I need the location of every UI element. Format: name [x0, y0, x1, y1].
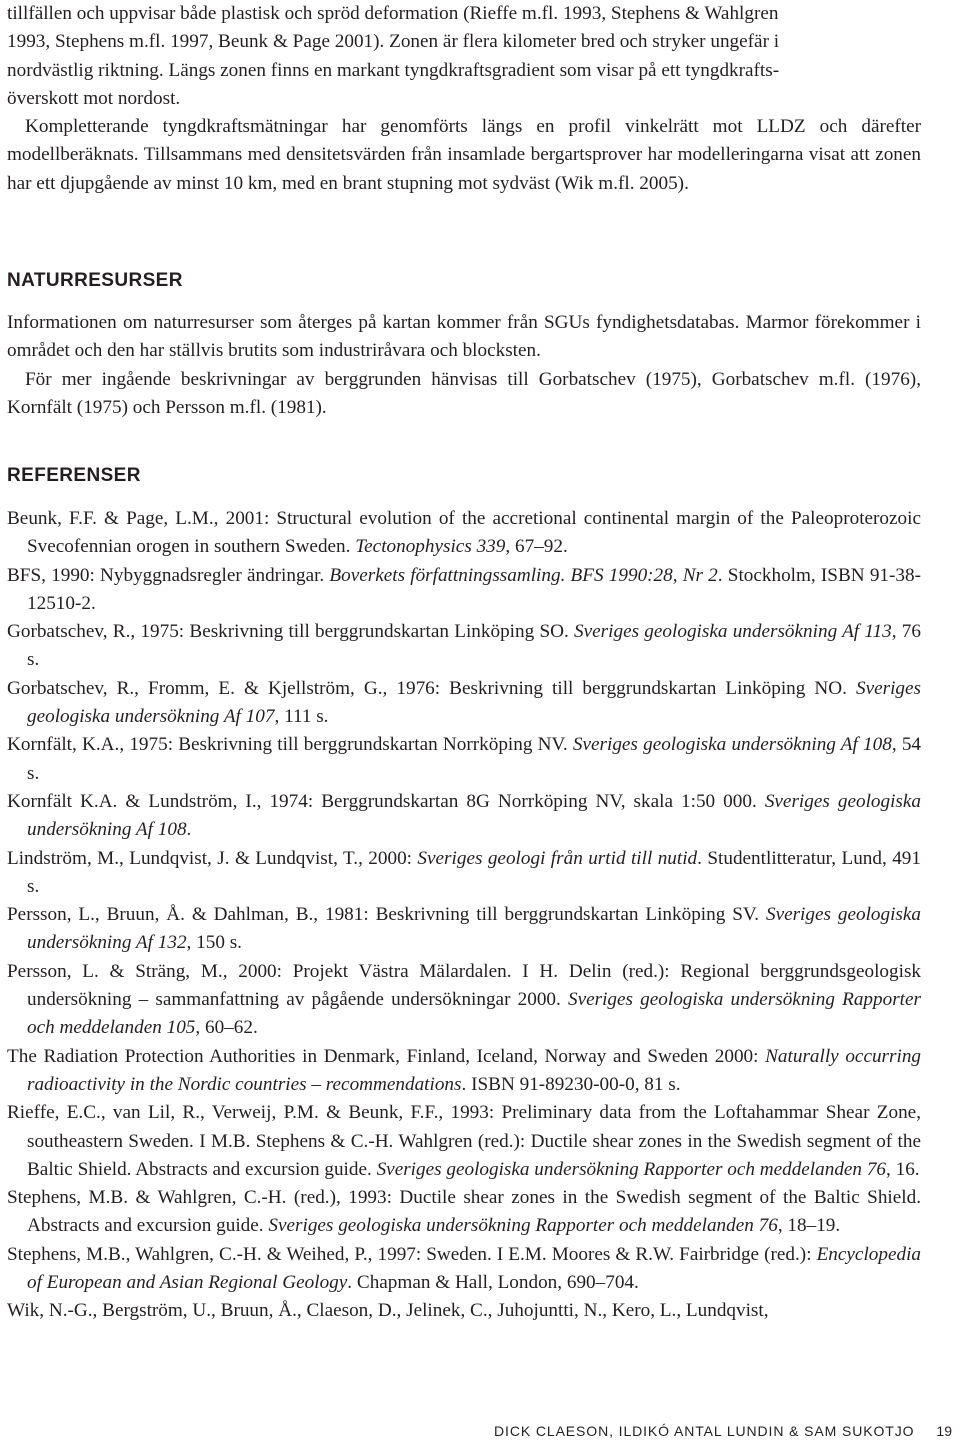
- reference-suffix: , 67–92.: [505, 536, 568, 558]
- naturresurser-paragraph: För mer ingående beskrivningar av berggrunden hänvisas till Gorbatschev (1975), Gorbatschev m.fl. (1976), Kornfält (1975) och Persson m.fl. (1981).: [7, 368, 921, 418]
- reference-entry: [7, 1043, 921, 1100]
- reference-suffix: .: [186, 819, 192, 841]
- reference-entry: [7, 1184, 921, 1241]
- reference-text: Kornfält K.A. & Lundström, I., 1974: Berggrundskartan 8G Norrköping NV, skala 1:50 000.: [7, 790, 765, 812]
- reference-source: Sveriges geologi från urtid till nutid: [417, 847, 698, 869]
- reference-suffix: , 111 s.: [274, 706, 329, 728]
- intro-line: 1993, Stephens m.fl. 1997, Beunk & Page 2001). Zonen är flera kilometer bred och stryker ungefär i: [7, 31, 780, 53]
- reference-entry: [7, 505, 921, 562]
- reference-source: Encyclopedia of European and Asian Regional Geology: [27, 1243, 921, 1294]
- reference-entry: [7, 1099, 921, 1184]
- footer-authors: DICK CLAESON, ILDIKÓ ANTAL LUNDIN & SAM SUKOTJO: [494, 1423, 915, 1439]
- section-heading-naturresurser: NATURRESURSER: [7, 270, 183, 291]
- reference-source: Boverkets författningssamling. BFS 1990:28, Nr 2: [329, 564, 718, 586]
- reference-text: Gorbatschev, R., Fromm, E. & Kjellström, G., 1976: Beskrivning till berggrundskartan Linköping NO.: [7, 677, 856, 699]
- reference-source: Sveriges geologiska undersökning Af 113: [574, 621, 892, 643]
- naturresurser-body: [7, 309, 921, 422]
- reference-text: Gorbatschev, R., 1975: Beskrivning till berggrundskartan Linköping SO.: [7, 621, 575, 643]
- reference-source: Sveriges geologiska undersökning Rapporter och meddelanden 105: [27, 989, 921, 1039]
- reference-text: Persson, L., Bruun, Å. & Dahlman, B., 1981: Beskrivning till berggrundskartan Linköping SV.: [7, 904, 766, 926]
- reference-entry: [7, 958, 921, 1043]
- page-number: 19: [936, 1423, 952, 1439]
- intro-line: överskott mot nordost.: [7, 87, 181, 109]
- intro-line: nordvästlig riktning. Längs zonen finns en markant tyngdkraftsgradient som visar på ett tyngdkrafts-: [7, 59, 780, 81]
- reference-source: Sveriges geologiska undersökning Af 132: [27, 904, 922, 954]
- reference-entry: [7, 1297, 921, 1325]
- reference-entry: [7, 788, 921, 845]
- reference-source: Sveriges geologiska undersökning Af 107: [27, 677, 921, 728]
- reference-text: Persson, L. & Sträng, M., 2000: Projekt Västra Mälardalen. I H. Delin (red.): Regional berggrundsgeologisk undersökning – sammanfattning av pågående undersökningar 2000.: [7, 960, 921, 1011]
- reference-list: [7, 505, 921, 1326]
- reference-text: Lindström, M., Lundqvist, J. & Lundqvist, T., 2000:: [7, 847, 418, 869]
- reference-source: Sveriges geologiska undersökning Af 108: [27, 790, 921, 841]
- reference-text: BFS, 1990: Nybyggnadsregler ändringar.: [7, 564, 330, 586]
- reference-text: Kornfält, K.A., 1975: Beskrivning till berggrundskartan Norrköping NV.: [7, 734, 573, 756]
- reference-text: Stephens, M.B. & Wahlgren, C.-H. (red.), 1993: Ductile shear zones in the Swedish segment of the Baltic Shield. Abstracts and excursion guide.: [7, 1187, 921, 1237]
- reference-source: Naturally occurring radioactivity in the Nordic countries – recommendations: [27, 1045, 922, 1095]
- reference-entry: [7, 901, 921, 958]
- reference-suffix: , 60–62.: [195, 1017, 258, 1039]
- reference-text: Rieffe, E.C., van Lil, R., Verweij, P.M. & Beunk, F.F., 1993: Preliminary data from the Loftahammar Shear Zone, southeastern Sweden. I M.B. Stephens & C.-H. Wahlgren (red.): Ductile shear zones in the Swedish segment of the Baltic Shield. Abstracts and excursion guide.: [7, 1102, 921, 1180]
- naturresurser-paragraph: Informationen om naturresurser som återges på kartan kommer från SGUs fyndighetsdatabas. Marmor förekommer i området och den har ställvis brutits som industriråvara och blocksten.: [7, 312, 921, 362]
- reference-suffix: . Stockholm, ISBN 91-38-12510-2.: [27, 564, 921, 614]
- reference-source: Sveriges geologiska undersökning Rapporter och meddelanden 76: [376, 1158, 887, 1180]
- reference-entry: [7, 618, 921, 675]
- gravity-paragraph: Kompletterande tyngdkraftsmätningar har genomförts längs en profil vinkelrätt mot LLDZ och därefter modellberäknats. Tillsammans med densitetsvärden från insamlade bergartsprover har modelleringarna visat att zonen har ett djupgående av minst 10 km, med en brant stupning mot sydväst (Wik m.fl. 2005).: [7, 116, 921, 194]
- reference-suffix: , 150 s.: [186, 932, 242, 954]
- reference-text: Beunk, F.F. & Page, L.M., 2001: Structural evolution of the accretional continental margin of the Paleoproterozoic Svecofennian orogen in southern Sweden.: [7, 508, 921, 558]
- reference-suffix: . Chapman & Hall, London, 690–704.: [347, 1272, 639, 1294]
- intro-line: tillfällen och uppvisar både plastisk och spröd deformation (Rieffe m.fl. 1993, Stephens & Wahlgren: [7, 3, 779, 24]
- reference-suffix: , 76 s.: [27, 621, 921, 671]
- reference-text: Wik, N.-G., Bergström, U., Bruun, Å., Claeson, D., Jelinek, C., Juhojuntti, N., Kero, L., Lundqvist,: [7, 1300, 769, 1322]
- intro-paragraph: [7, 0, 921, 113]
- reference-suffix: , 54 s.: [27, 734, 922, 784]
- reference-entry: [7, 562, 921, 619]
- reference-source: Sveriges geologiska undersökning Af 108: [572, 734, 892, 756]
- reference-suffix: , 18–19.: [777, 1215, 841, 1237]
- reference-source: Tectonophysics 339: [355, 536, 506, 558]
- reference-suffix: , 16.: [886, 1158, 920, 1180]
- reference-text: The Radiation Protection Authorities in Denmark, Finland, Iceland, Norway and Sweden 2000:: [7, 1045, 766, 1067]
- reference-entry: [7, 731, 921, 788]
- reference-entry: [7, 675, 921, 732]
- reference-text: Stephens, M.B., Wahlgren, C.-H. & Weihed, P., 1997: Sweden. I E.M. Moores & R.W. Fairbridge (red.):: [7, 1243, 817, 1265]
- page-footer: [494, 1423, 952, 1439]
- reference-entry: [7, 845, 921, 902]
- reference-suffix: . ISBN 91-89230-00-0, 81 s.: [461, 1073, 681, 1095]
- reference-entry: [7, 1241, 921, 1298]
- document-page: [7, 0, 922, 1322]
- section-heading-referenser: REFERENSER: [7, 465, 141, 486]
- reference-source: Sveriges geologiska undersökning Rapporter och meddelanden 76: [268, 1215, 778, 1237]
- reference-suffix: . Studentlitteratur, Lund, 491 s.: [27, 847, 921, 897]
